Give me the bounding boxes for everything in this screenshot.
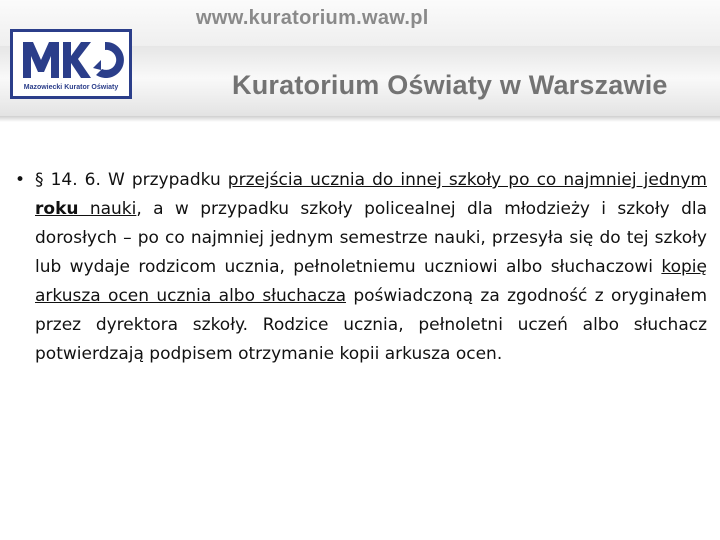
mko-logo-mark	[17, 34, 127, 84]
institution-title: Kuratorium Oświaty w Warszawie	[232, 70, 668, 100]
bullet-point: •	[15, 170, 26, 190]
website-url[interactable]: www.kuratorium.waw.pl	[196, 7, 429, 29]
underlined-phrase: przejścia ucznia do innej szkoły po co najmniej jednym	[227, 170, 707, 190]
text-segment: poświadczoną za zgodność z oryginałem przez dyrektora szkoły. Rodzice ucznia, pełnoletni uczeń albo słuchacz potwierdzają podpisem otrzymanie kopii arkusza ocen.	[35, 286, 707, 364]
regulation-paragraph	[15, 166, 707, 369]
content-area	[15, 166, 707, 369]
header-banner	[0, 0, 720, 122]
text-segment: § 14. 6. W przypadku	[35, 170, 228, 190]
bold-underlined-word: roku	[35, 199, 79, 219]
underlined-phrase: nauki	[78, 199, 137, 219]
underlined-phrase: kopię arkusza ocen ucznia albo słuchacza	[35, 257, 707, 306]
header-divider	[0, 116, 720, 122]
mko-logo	[10, 29, 132, 99]
text-segment: , a w przypadku szkoły policealnej dla młodzieży i szkoły dla dorosłych – po co najmniej jednym semestrze nauki, przesyła się do tej szkoły lub wydaje rodzicom ucznia, pełnoletniemu uczniowi albo słuchaczowi	[35, 199, 707, 277]
logo-subtitle: Mazowiecki Kurator Oświaty	[23, 84, 119, 91]
